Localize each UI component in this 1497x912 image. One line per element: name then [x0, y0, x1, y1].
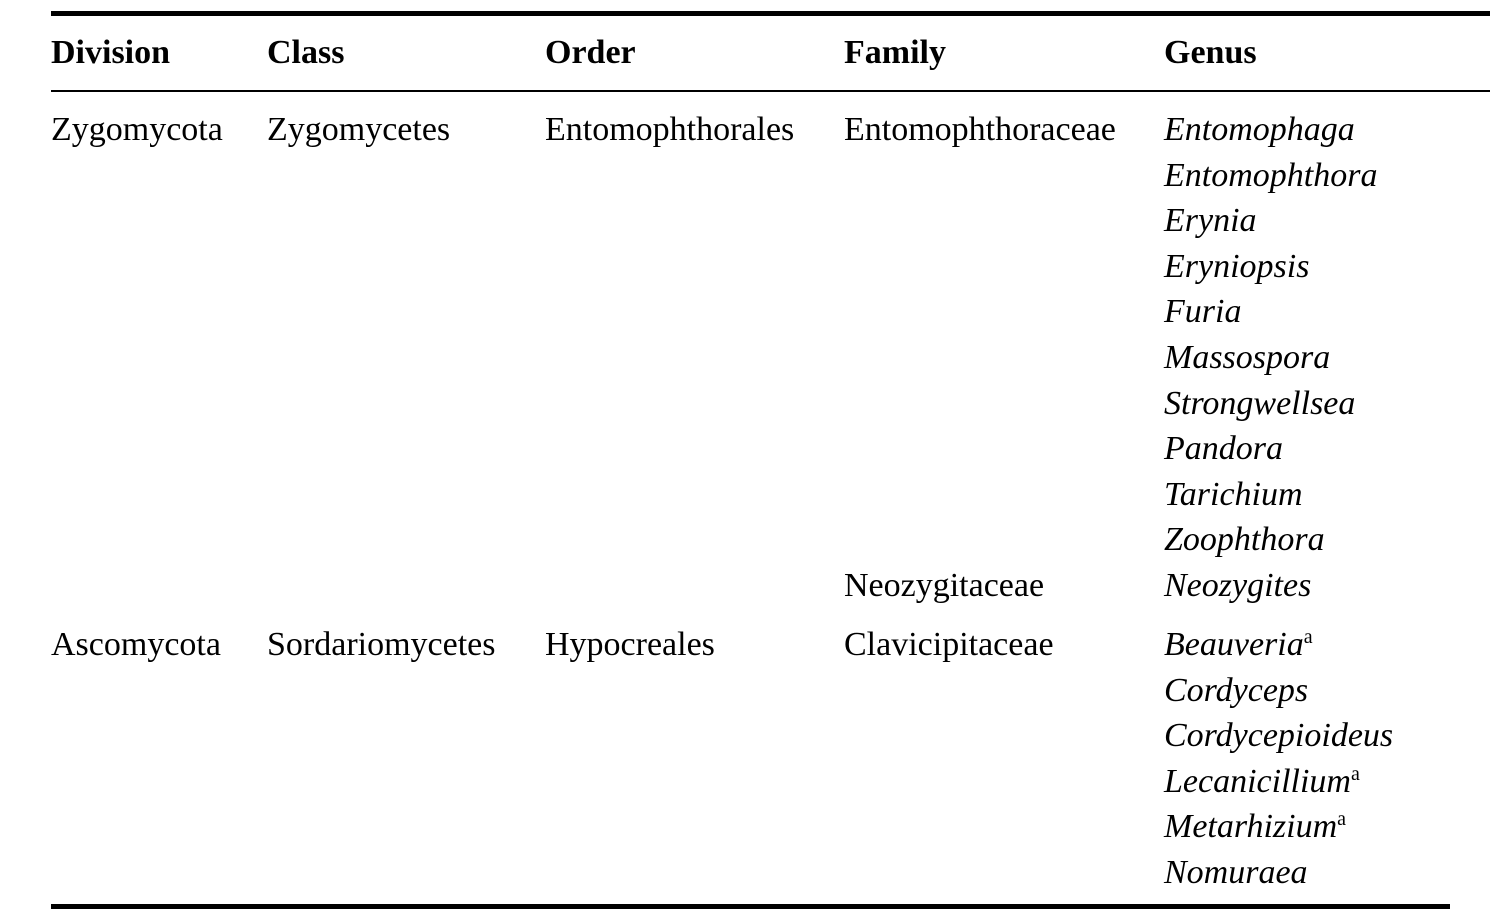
- genus-name: Lecanicillium: [1164, 762, 1351, 800]
- genus-name: Nomuraea: [1164, 854, 1308, 891]
- header-genus: Genus: [1164, 34, 1257, 71]
- family-cell: Clavicipitaceae: [844, 626, 1054, 663]
- genus-cell: Erynia: [1164, 202, 1257, 240]
- header-class: Class: [267, 34, 345, 71]
- genus-name: Beauveria: [1164, 626, 1304, 663]
- genus-cell: [1164, 713, 1393, 759]
- class-cell: Sordariomycetes: [267, 626, 496, 663]
- header-division: Division: [51, 34, 171, 71]
- genus-name: Metarhizium: [1164, 808, 1338, 846]
- footnote-marker: a: [1350, 762, 1360, 785]
- genus-cell: Tarichium: [1164, 475, 1303, 513]
- family-cell: Entomophthoraceae: [844, 111, 1116, 148]
- genus-cell: [1164, 804, 1346, 850]
- genus-cell: Strongwellsea: [1164, 384, 1356, 422]
- genus-cell: Pandora: [1164, 430, 1283, 468]
- genus-name: Cordyceps: [1164, 671, 1309, 709]
- header-order: Order: [545, 34, 636, 71]
- family-cell: Neozygitaceae: [844, 567, 1045, 604]
- genus-cell: [1164, 850, 1308, 896]
- division-cell: Ascomycota: [51, 626, 221, 663]
- class-cell: Zygomycetes: [267, 111, 451, 148]
- table-header-rule: [51, 90, 1490, 92]
- genus-cell: Eryniopsis: [1164, 247, 1310, 285]
- footnote-marker: a: [1303, 626, 1313, 648]
- table-bottom-rule: [51, 904, 1450, 909]
- table-top-rule: [51, 11, 1490, 16]
- genus-cell: [1164, 759, 1360, 805]
- genus-cell: Furia: [1164, 293, 1242, 331]
- genus-cell: [1164, 622, 1313, 668]
- genus-cell: Entomophaga: [1164, 111, 1355, 148]
- genus-cell: [1164, 668, 1308, 714]
- order-cell: Entomophthorales: [545, 111, 795, 148]
- genus-cell: Massospora: [1164, 339, 1331, 376]
- header-family: Family: [844, 34, 946, 71]
- division-cell: Zygomycota: [51, 111, 223, 148]
- genus-cell: Neozygites: [1164, 567, 1312, 604]
- genus-name: Cordycepioideus: [1164, 717, 1394, 755]
- order-cell: Hypocreales: [545, 626, 715, 663]
- genus-cell: Entomophthora: [1164, 156, 1378, 194]
- genus-cell: Zoophthora: [1164, 521, 1325, 559]
- footnote-marker: a: [1337, 808, 1347, 831]
